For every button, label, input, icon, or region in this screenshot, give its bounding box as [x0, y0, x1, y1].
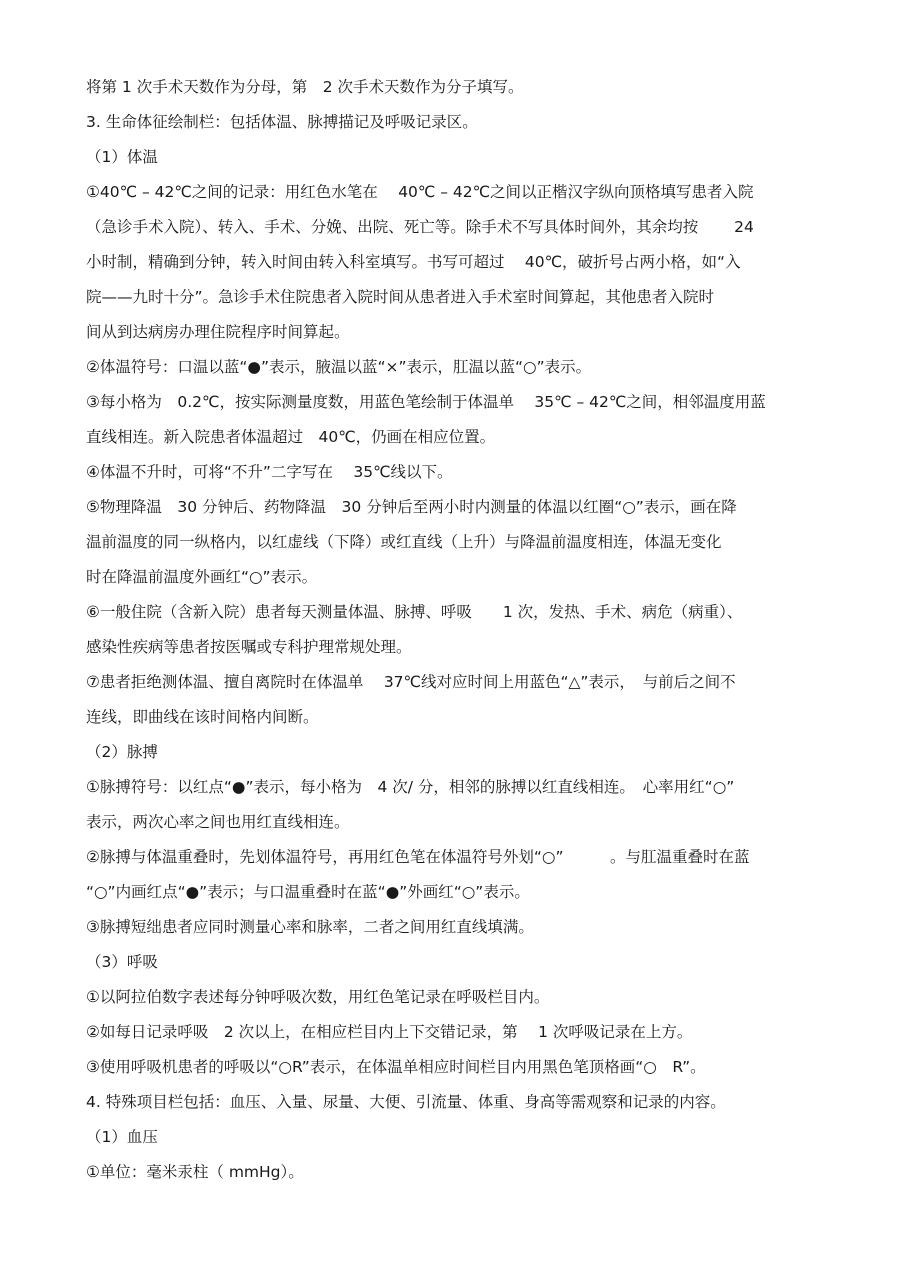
text-line: 直线相连。新入院患者体温超过 40℃，仍画在相应位置。 — [86, 428, 496, 446]
text-line: ⑤物理降温 30 分钟后、药物降温 30 分钟后至两小时内测量的体温以红圈“○”表示，画在降 — [86, 498, 737, 516]
text-line: ③每小格为 0.2℃，按实际测量度数，用蓝色笔绘制于体温单 35℃ – 42℃之间，相邻温度用蓝 — [86, 393, 766, 411]
text-line: “○”内画红点“●”表示；与口温重叠时在蓝“●”外画红“○”表示。 — [86, 883, 530, 901]
text-line: 小时制，精确到分钟，转入时间由转入科室填写。书写可超过 40℃，破折号占两小格，如“入 — [86, 253, 741, 271]
text-line: 表示，两次心率之间也用红直线相连。 — [86, 813, 350, 831]
subsection-heading: （3）呼吸 — [86, 953, 158, 971]
text-line: ①单位：毫米汞柱（ mmHg）。 — [86, 1163, 304, 1181]
section-heading: 3. 生命体征绘制栏：包括体温、脉搏描记及呼吸记录区。 — [86, 113, 478, 131]
text-line: ①以阿拉伯数字表述每分钟呼吸次数，用红色笔记录在呼吸栏目内。 — [86, 988, 550, 1006]
document-body — [86, 70, 834, 1190]
text-line: ③脉搏短绌患者应同时测量心率和脉率，二者之间用红直线填满。 — [86, 918, 534, 936]
text-line: ②如每日记录呼吸 2 次以上，在相应栏目内上下交错记录，第 1 次呼吸记录在上方。 — [86, 1023, 693, 1041]
text-line: ④体温不升时，可将“不升”二字写在 35℃线以下。 — [86, 463, 453, 481]
subsection-heading: （2）脉搏 — [86, 743, 158, 761]
text-line: 感染性疾病等患者按医嘱或专科护理常规处理。 — [86, 638, 412, 656]
text-line: ⑥一般住院（含新入院）患者每天测量体温、脉搏、呼吸 1 次，发热、手术、病危（病重）、 — [86, 603, 743, 621]
text-line: ③使用呼吸机患者的呼吸以“○R”表示，在体温单相应时间栏目内用黑色笔顶格画“○ R”。 — [86, 1058, 706, 1076]
text-line: ①脉搏符号：以红点“●”表示，每小格为 4 次/ 分，相邻的脉搏以红直线相连。 心率用红“○” — [86, 778, 735, 796]
text-line: ②脉搏与体温重叠时，先划体温符号，再用红色笔在体温符号外划“○” 。与肛温重叠时在蓝 — [86, 848, 750, 866]
text-line: 温前温度的同一纵格内，以红虚线（下降）或红直线（上升）与降温前温度相连，体温无变化 — [86, 533, 722, 551]
text-line: 将第 1 次手术天数作为分母，第 2 次手术天数作为分子填写。 — [86, 78, 524, 96]
text-line: ①40℃ – 42℃之间的记录：用红色水笔在 40℃ – 42℃之间以正楷汉字纵向顶格填写患者入院 — [86, 183, 754, 201]
text-line: （急诊手术入院）、转入、手术、分娩、出院、死亡等。除手术不写具体时间外，其余均按 24 — [86, 218, 754, 236]
subsection-heading: （1）体温 — [86, 148, 158, 166]
text-line: 间从到达病房办理住院程序时间算起。 — [86, 323, 350, 341]
text-line: 时在降温前温度外画红“○”表示。 — [86, 568, 318, 586]
text-line: ②体温符号：口温以蓝“●”表示，腋温以蓝“×”表示，肛温以蓝“○”表示。 — [86, 358, 592, 376]
subsection-heading: （1）血压 — [86, 1128, 158, 1146]
section-heading: 4. 特殊项目栏包括：血压、入量、尿量、大便、引流量、体重、身高等需观察和记录的内容。 — [86, 1093, 726, 1111]
text-line: 院——九时十分”。急诊手术住院患者入院时间从患者进入手术室时间算起，其他患者入院时 — [86, 288, 715, 306]
text-line: ⑦患者拒绝测体温、擅自离院时在体温单 37℃线对应时间上用蓝色“△”表示， 与前后之间不 — [86, 673, 736, 691]
text-line: 连线，即曲线在该时间格内间断。 — [86, 708, 319, 726]
